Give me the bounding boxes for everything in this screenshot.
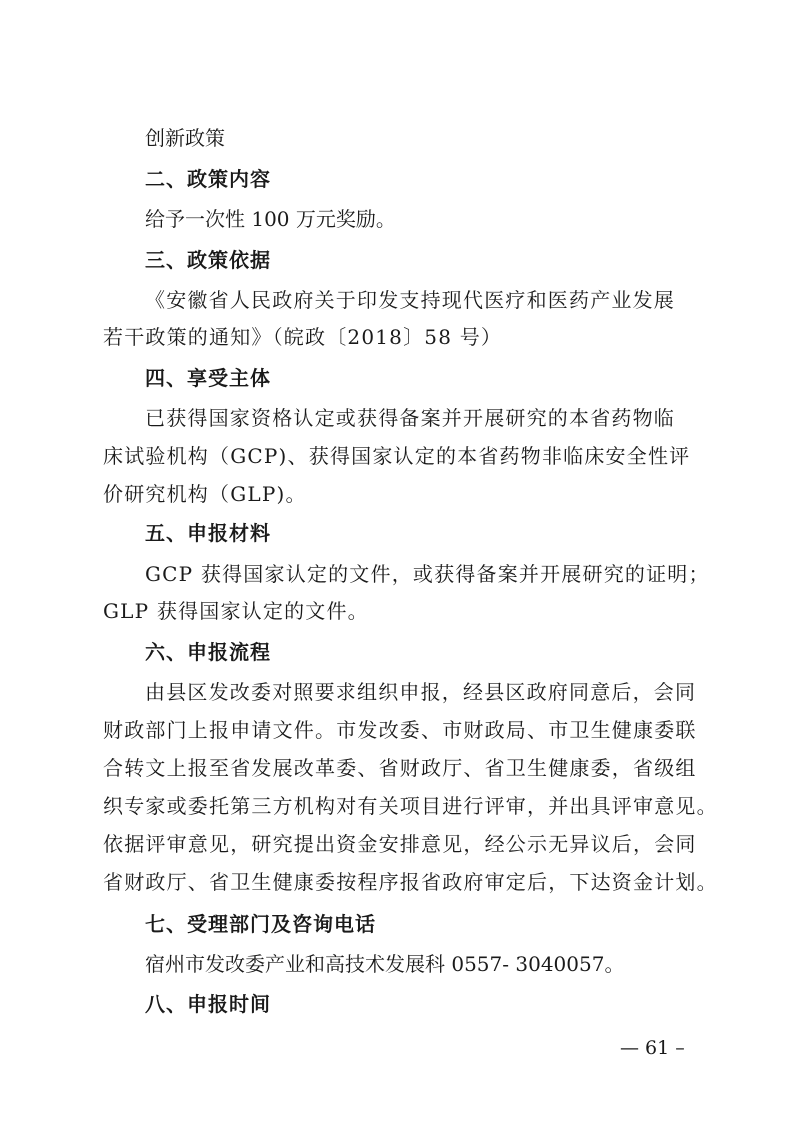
text-line: 《安徽省人民政府关于印发支持现代医疗和医药产业发展 bbox=[145, 288, 675, 312]
text-line: 若干政策的通知》（皖政〔2018〕58 号） bbox=[103, 325, 503, 349]
text-line: 给予一次性 100 万元奖励。 bbox=[145, 207, 396, 231]
text-line: 已获得国家资格认定或获得备案并开展研究的本省药物临 bbox=[145, 406, 675, 430]
page-number: — 61 – bbox=[620, 1037, 685, 1059]
text-line: 床试验机构（GCP)、获得国家认定的本省药物非临床安全性评 bbox=[103, 444, 691, 468]
text-line: 依据评审意见，研究提出资金安排意见，经公示无异议后，会同 bbox=[103, 832, 697, 856]
section-heading-7: 七、受理部门及咨询电话 bbox=[145, 912, 376, 936]
text-line: 由县区发改委对照要求组织申报，经县区政府同意后，会同 bbox=[145, 680, 697, 704]
text-line: 财政部门上报申请文件。市发改委、市财政局、市卫生健康委联 bbox=[103, 718, 697, 742]
section-heading-8: 八、申报时间 bbox=[145, 992, 271, 1016]
section-heading-5: 五、申报材料 bbox=[145, 521, 271, 545]
section-heading-2: 二、政策内容 bbox=[145, 167, 271, 191]
section-heading-4: 四、享受主体 bbox=[145, 366, 271, 390]
text-line: 织专家或委托第三方机构对有关项目进行评审，并出具评审意见。 bbox=[103, 794, 718, 818]
section-heading-3: 三、政策依据 bbox=[145, 248, 271, 272]
text-line: GLP 获得国家认定的文件。 bbox=[103, 599, 369, 623]
text-line: 创新政策 bbox=[145, 126, 225, 150]
text-line: 省财政厅、省卫生健康委按程序报省政府审定后，下达资金计划。 bbox=[103, 870, 718, 894]
text-line: 价研究机构（GLP)。 bbox=[103, 482, 307, 506]
text-line: 合转文上报至省发展改革委、省财政厅、省卫生健康委，省级组 bbox=[103, 756, 697, 780]
text-line: GCP 获得国家认定的文件，或获得备案并开展研究的证明； bbox=[145, 562, 710, 586]
text-line: 宿州市发改委产业和高技术发展科 0557- 3040057。 bbox=[145, 952, 625, 976]
section-heading-6: 六、申报流程 bbox=[145, 640, 271, 664]
